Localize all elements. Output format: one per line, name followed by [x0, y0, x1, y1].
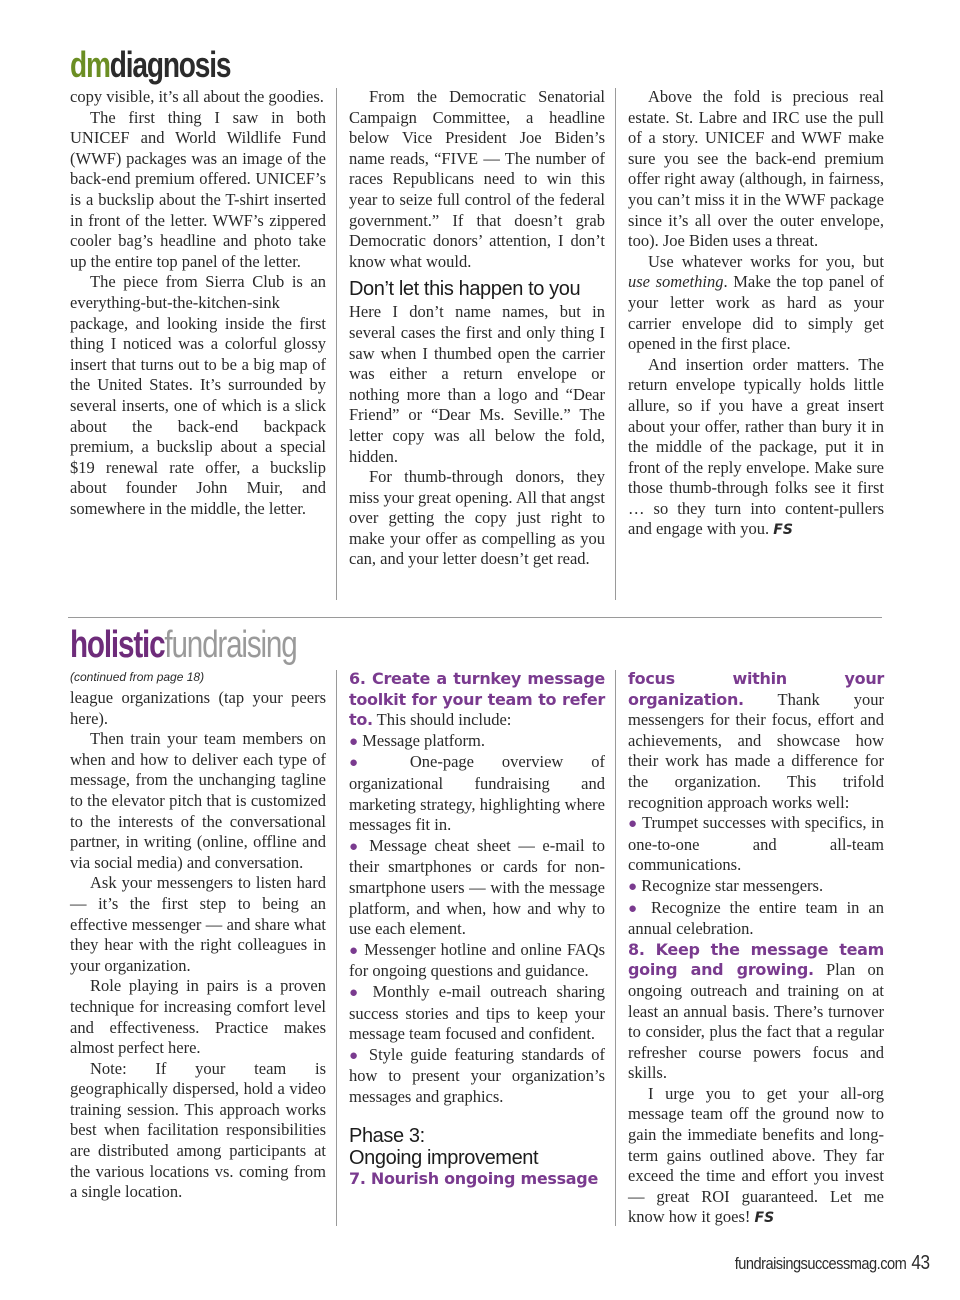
paragraph: Then train your team members on when and how to deliver each type of message, from the unchanging tagline to the elevator pitch that is customized to the interests of the conversational partner, in writing (online, offline and via social media) and conversation. [70, 729, 326, 872]
bullet-icon: ● [628, 878, 638, 895]
bullet-item [349, 731, 605, 753]
paragraph: Above the fold is precious real estate. St. Labre and IRC use the pull of a story. UNICEF and WWF make sure you see the back-end premium offer right away (although, in fairness, you can’t miss it in the WWF package since it’s all over the outer envelope, too). Joe Biden uses a threat. [628, 87, 884, 251]
text-run: Plan on ongoing outreach and training on at least an annual basis. There’s turnover to consider, plus the fact that a regular refresher course powers focus and skills. [628, 960, 884, 1083]
paragraph [349, 669, 605, 731]
holistic-fundraising-logo [70, 624, 297, 667]
phase-heading-line: Phase 3: [349, 1125, 425, 1148]
column-divider [615, 670, 616, 1226]
bullet-icon: ● [349, 838, 362, 855]
paragraph: Role playing in pairs is a proven technique for increasing comfort level and effectiveness. Practice makes almost perfect here. [70, 976, 326, 1058]
paragraph: The piece from Sierra Club is an everything-but-the-kitchen-sink package, and looking inside the first thing I noticed was a colorful glossy insert that turns out to be a big map of the United States. It’s surrounded by several inserts, one of which is a slick about the back-end backpack premium, a buckslip about a special $19 renewal rate offer, a buckslip about founder John Muir, and somewhere in the middle, the letter. [70, 272, 326, 518]
numbered-heading: 7. Nourish ongoing message [349, 1169, 599, 1189]
subheading: Don’t let this happen to you [349, 278, 581, 301]
paragraph [628, 1084, 884, 1229]
text-run: This should include: [372, 710, 512, 730]
bullet-text: Messenger hotline and online FAQs for ongoing questions and guidance. [349, 939, 606, 981]
bullet-item [628, 813, 884, 876]
footer-site: fundraisingsuccessmag.com [735, 1254, 907, 1273]
end-sign: FS [773, 522, 793, 539]
bullet-icon: ● [349, 984, 364, 1001]
bullet-icon: ● [349, 755, 382, 772]
bullet-item [349, 836, 605, 940]
hf-column-3 [628, 669, 884, 1229]
paragraph [349, 1169, 605, 1190]
bullet-text: Recognize star messengers. [641, 875, 824, 895]
bullet-text: Monthly e-mail outreach sharing success stories and tips to keep your message team focused and confident. [349, 981, 606, 1044]
bullet-text: One-page overview of organizational fundraising and marketing strategy, highlighting where messages fit in. [349, 752, 606, 835]
logo-part-dm: dm [70, 44, 110, 85]
dm-column-3 [628, 87, 884, 541]
logo-part-holistic: holistic [70, 624, 165, 666]
numbered-heading-continued: focus within your organization. [628, 669, 884, 709]
end-sign: FS [754, 1210, 775, 1227]
bullet-text: Message cheat sheet — e-mail to their smartphones or cards for non-smartphone users — with the message platform, and when, how and why to use each element. [349, 835, 606, 939]
bullet-item [349, 940, 605, 982]
paragraph: Ask your messengers to listen hard — it’s the first step to being an effective messenger — and share what they hear with the right colleagues in your organization. [70, 873, 326, 975]
bullet-icon: ● [628, 816, 638, 833]
bullet-icon: ● [628, 900, 642, 917]
emphasis-text: use something [628, 272, 724, 292]
bullet-item [628, 898, 884, 940]
paragraph: league organizations (tap your peers here). [70, 688, 326, 728]
phase-heading [349, 1125, 605, 1169]
bullet-text: Recognize the entire team in an annual celebration. [628, 897, 885, 939]
logo-part-diagnosis: diagnosis [109, 44, 231, 85]
text-run: I urge you to get your all-org message team off the ground now to gain the immediate benefits and long-term gains outlined above. They far exceed the time and effort you invest — great ROI guaranteed. Let me know how it goes! [628, 1083, 884, 1227]
numbered-heading: 6. Create a turnkey message toolkit for your team to refer to. [349, 669, 605, 730]
paragraph [628, 355, 884, 541]
text-run: . Make the top panel of your letter work as hard as your carrier envelope did to simply get opened in the first place. [628, 272, 884, 354]
bullet-icon: ● [349, 942, 360, 959]
phase-heading-line: Ongoing improvement [349, 1147, 539, 1170]
bullet-item [349, 982, 605, 1045]
bullet-icon: ● [349, 1047, 362, 1064]
bullet-item [349, 752, 605, 835]
page-footer [735, 1252, 930, 1275]
dm-diagnosis-logo [70, 44, 230, 86]
column-divider [336, 88, 337, 600]
bullet-item [628, 876, 884, 898]
dm-column-2 [349, 87, 605, 570]
bullet-text: Message platform. [362, 730, 485, 750]
column-divider [336, 670, 337, 1226]
section-divider [68, 617, 882, 618]
paragraph [628, 940, 884, 1084]
text-run: Use whatever works for you, but [648, 251, 884, 271]
paragraph: Note: If your team is geographically dispersed, hold a video training session. This approach works best when facilitation responsibilities are distributed among participants at the various locations vs. coming from a single location. [70, 1058, 326, 1202]
paragraph: Here I don’t name names, but in several cases the first and only thing I saw when I thumbed open the carrier was either a return envelope or nothing more than a logo and “Dear Friend” or “Dear Ms. Seville.” The letter copy was all below the fold, hidden. [349, 302, 605, 466]
paragraph [628, 669, 884, 813]
paragraph: For thumb-through donors, they miss your great opening. All that angst over getting the copy just right to make your offer as compelling as you can, and your letter doesn’t get read. [349, 467, 605, 569]
continued-note: (continued from page 18) [70, 670, 205, 684]
page-number: 43 [911, 1252, 930, 1274]
paragraph [628, 252, 884, 355]
paragraph: copy visible, it’s all about the goodies. [70, 87, 324, 106]
paragraph: The first thing I saw in both UNICEF and World Wildlife Fund (WWF) packages was an image of the back-end premium offered. UNICEF’s is a buckslip about the T-shirt inserted in front of the letter. WWF’s zippered cooler bag’s headline and photo take up the entire top panel of the letter. [70, 107, 326, 271]
bullet-icon: ● [349, 733, 359, 750]
bullet-text: Trumpet successes with specifics, in one-to-one and all-team communications. [628, 813, 885, 875]
text-run: Thank your messengers for their focus, effort and achievements, and showcase how their work has made a difference for the organization. This trifold recognition approach works well: [628, 689, 884, 812]
hf-column-2 [349, 669, 605, 1190]
paragraph: From the Democratic Senatorial Campaign Committee, a headline below Vice President Joe Biden’s name reads, “FIVE — The number of races Republicans need to win this year to seize full control of the federal government.” If that doesn’t grab Democratic donors’ attention, I don’t know what would. [349, 87, 605, 271]
numbered-heading: 8. Keep the message team going and growing. [628, 939, 884, 980]
bullet-text: Style guide featuring standards of how to present your organization’s messages and graphics. [349, 1044, 606, 1106]
logo-part-fundraising: fundraising [164, 624, 297, 666]
column-divider [615, 88, 616, 600]
bullet-item [349, 1045, 605, 1108]
dm-column-1 [70, 87, 326, 519]
hf-column-1 [70, 668, 326, 1203]
text-run: And insertion order matters. The return envelope typically holds little allure, so if you have a great insert about your offer, rather than bury it in the middle of the package, put it in front of the reply envelope. Make sure those thumb-through folks see it first … so they turn into content-pullers and engage with you. [628, 354, 884, 539]
